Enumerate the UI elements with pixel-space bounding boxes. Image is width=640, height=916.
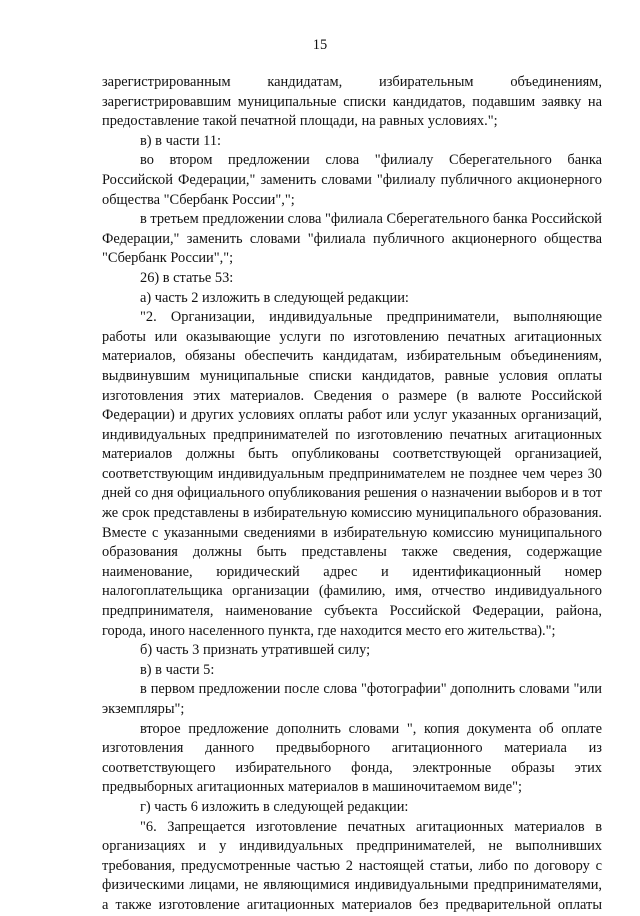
paragraph-part-3-repealed: б) часть 3 признать утратившей силу; <box>140 642 371 659</box>
paragraph-part-11-heading: в) в части 11: <box>140 132 222 149</box>
paragraph-second-sentence-sberbank: во втором предложении слова "филиалу Сберегательного банка Российской Федерации," заменить словами "филиалу публичного акционерного общества "Сбербанк России","; <box>102 152 602 208</box>
paragraph-second-sentence-payment-copy: второе предложение дополнить словами ", копия документа об оплате изготовления данного предвыборного агитационного материала из соответствующего избирательного фонда, электронные образы этих предвыборных агитационных материалов в машиночитаемом виде"; <box>102 720 602 796</box>
document-body <box>102 73 602 916</box>
paragraph-part-6-intro: г) часть 6 изложить в следующей редакции: <box>140 798 409 815</box>
page-number: 15 <box>312 37 328 53</box>
paragraph-part-5-heading: в) в части 5: <box>140 661 215 678</box>
paragraph-third-sentence-sberbank: в третьем предложении слова "филиала Сберегательного банка Российской Федерации," заменить словами "филиала публичного акционерного общества "Сбербанк России","; <box>102 211 603 267</box>
paragraph-article-53-heading: 26) в статье 53: <box>140 269 234 286</box>
paragraph-registered-candidates: зарегистрированным кандидатам, избирательным объединениям, зарегистрировавшим муниципальные списки кандидатов, подавшим заявку на предоставление такой печатной площади, на равных условиях."; <box>102 74 602 130</box>
paragraph-first-sentence-photos: в первом предложении после слова "фотографии" дополнить словами "или экземпляры"; <box>102 681 602 717</box>
paragraph-part-2-text: "2. Организации, индивидуальные предприниматели, выполняющие работы или оказывающие услуги по изготовлению печатных агитационных материалов, обязаны обеспечить кандидатам, избирательным объединениям, выдвинувшим муниципальные списки кандидатов, равные условия оплаты изготовления этих материалов. Сведения о размере (в валюте Российской Федерации) и других условиях оплаты работ или услуг указанных организаций, индивидуальных предпринимателей по изготовлению печатных агитационных материалов должны быть опубликованы соответствующей организацией, соответствующим индивидуальным предпринимателем не позднее чем через 30 дней со дня официального опубликования решения о назначении выборов и в тот же срок представлены в избирательную комиссию муниципального образования. Вместе с указанными сведениями в избирательную комиссию муниципального образования должны быть представлены также сведения, содержащие наименование, юридический адрес и идентификационный номер налогоплательщика организации (фамилию, имя, отчество индивидуального предпринимателя, наименование субъекта Российской Федерации, района, города, иного населенного пункта, где находится место его жительства)."; <box>102 309 602 639</box>
paragraph-part-6-text: "6. Запрещается изготовление печатных агитационных материалов в организациях и у индивидуальных предпринимателей, не выполнивших требования, предусмотренные частью 2 настоящей статьи, либо по договору с физическими лицами, не являющимися индивидуальными предпринимателями, а также изготовление агитационных материалов без предварительной оплаты <box>102 818 602 913</box>
paragraph-part-2-intro: а) часть 2 изложить в следующей редакции: <box>140 289 409 306</box>
